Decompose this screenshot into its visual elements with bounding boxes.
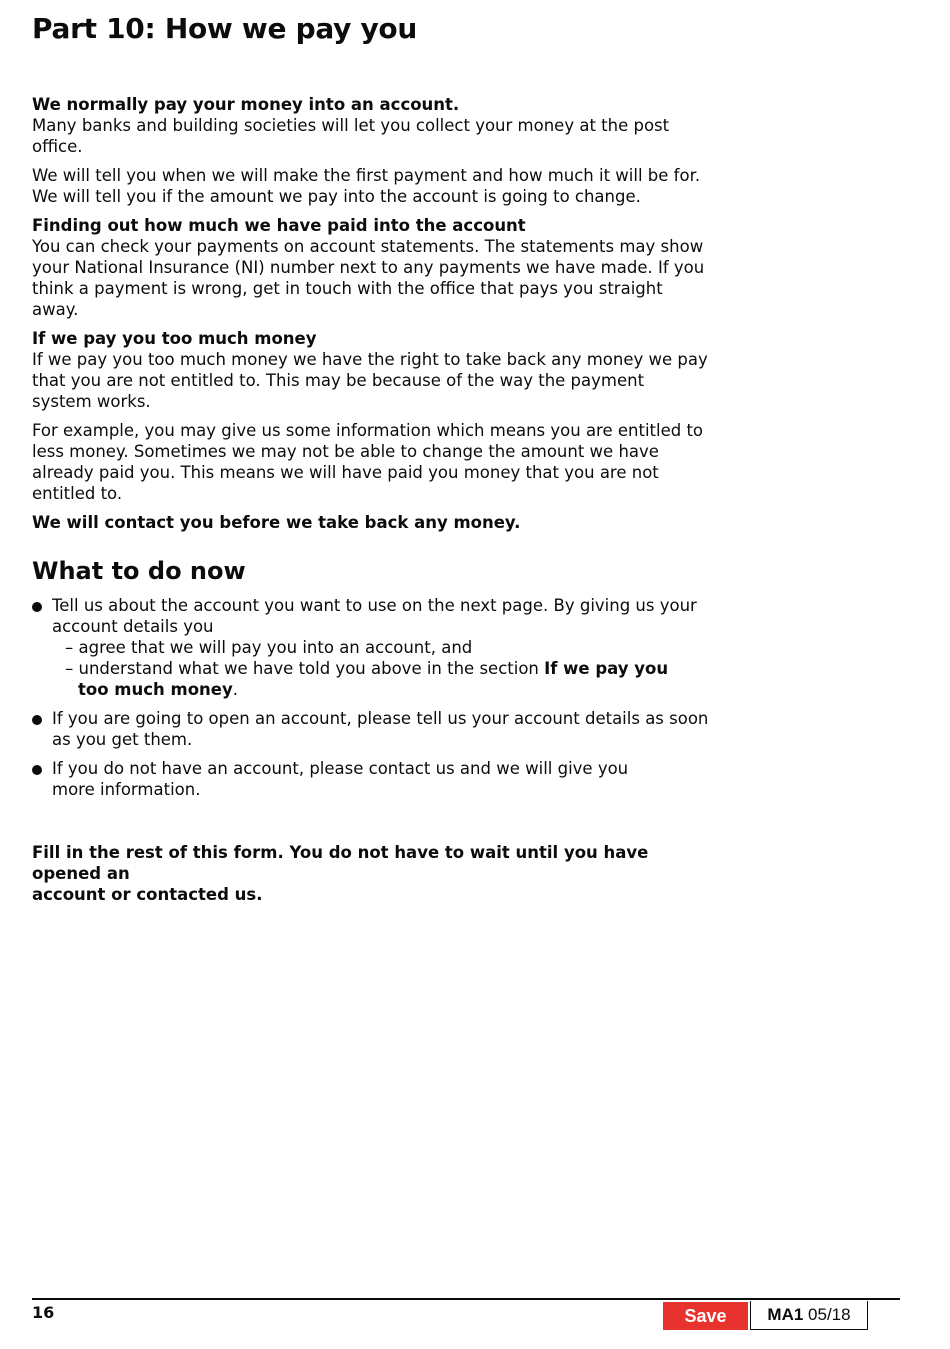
finding-out-heading: Finding out how much we have paid into the account (32, 216, 526, 235)
bullet-icon (32, 715, 42, 725)
example-line: less money. Sometimes we may not be able to change the amount we have (32, 442, 659, 461)
finding-out-line: your National Insurance (NI) number next to any payments we have made. If you (32, 258, 705, 277)
form-date: 05/18 (808, 1305, 851, 1324)
footer-divider (32, 1298, 900, 1300)
list-item: If you are going to open an account, please tell us your account details as soon as you get them. (32, 708, 712, 750)
intro-paragraph-2-line-1: We will tell you when we will make the first payment and how much it will be for. (32, 166, 701, 185)
list-item: If you do not have an account, please contact us and we will give you more information. (32, 758, 712, 800)
sub-item: – agree that we will pay you into an account, and (65, 638, 473, 657)
intro-paragraph-2-line-2: We will tell you if the amount we pay into the account is going to change. (32, 187, 641, 206)
overpay-line: that you are not entitled to. This may be because of the way the payment (32, 371, 645, 390)
list-item: Tell us about the account you want to use on the next page. By giving us your account details you – agree that we will pay you into an account, and – understand what we have told you above in the section If we pay you too much money. (32, 595, 712, 700)
intro-paragraph-1: Many banks and building societies will let you collect your money at the post office. (32, 116, 670, 156)
overpay-line: If we pay you too much money we have the right to take back any money we pay (32, 350, 708, 369)
overpay-line: system works. (32, 392, 151, 411)
example-line: For example, you may give us some information which means you are entitled to (32, 421, 704, 440)
form-code-box (750, 1301, 868, 1330)
sub-item: – understand what we have told you above in the section If we pay you (65, 659, 669, 678)
page-content (32, 10, 712, 905)
bullet-icon (32, 602, 42, 612)
form-code: MA1 (767, 1305, 804, 1324)
bullet-icon (32, 765, 42, 775)
what-to-do-heading: What to do now (32, 557, 246, 585)
sub-list: – agree that we will pay you into an account, and – understand what we have told you above in the section If we pay you too much money. (65, 638, 669, 699)
page-title: Part 10: How we pay you (32, 12, 418, 45)
final-instruction: account or contacted us. (32, 885, 263, 904)
save-button[interactable]: Save (663, 1302, 748, 1330)
example-line: entitled to. (32, 484, 123, 503)
intro-bold: We normally pay your money into an account. (32, 95, 460, 114)
contact-note: We will contact you before we take back any money. (32, 513, 521, 532)
finding-out-line: think a payment is wrong, get in touch with the office that pays you straight away. (32, 279, 663, 319)
example-line: already paid you. This means we will have paid you money that you are not (32, 463, 659, 482)
page-number: 16 (32, 1303, 55, 1322)
overpay-heading: If we pay you too much money (32, 329, 317, 348)
what-to-do-list (32, 595, 712, 800)
final-instruction: Fill in the rest of this form. You do not have to wait until you have opened an (32, 843, 649, 883)
finding-out-line: You can check your payments on account statements. The statements may show (32, 237, 704, 256)
